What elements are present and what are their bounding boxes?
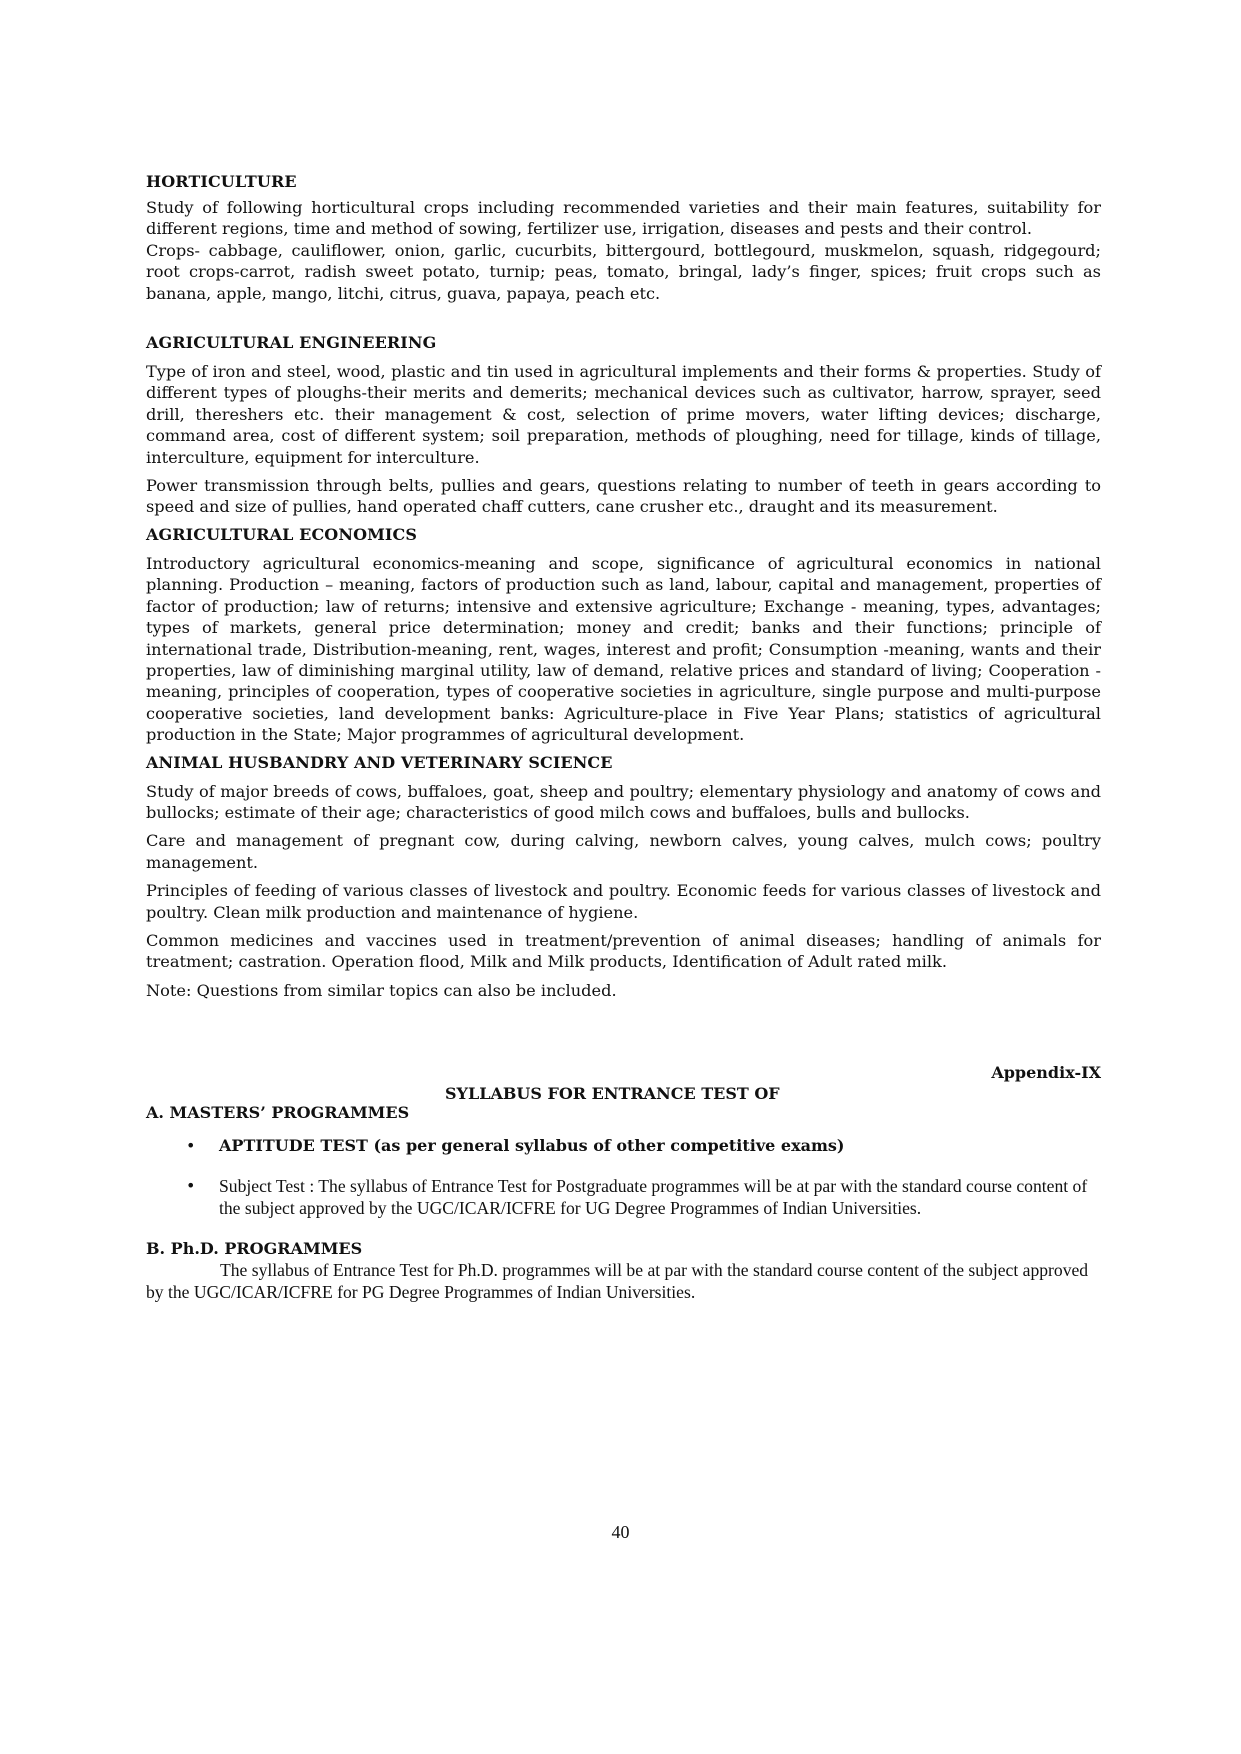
syllabus-title: SYLLABUS FOR ENTRANCE TEST OF <box>445 1084 780 1104</box>
bullet-icon: • <box>186 1136 196 1156</box>
section-heading-agricultural-engineering: AGRICULTURAL ENGINEERING <box>146 333 437 353</box>
list-item <box>146 1136 1101 1156</box>
section-paragraph: Power transmission through belts, pullies and gears, questions relating to number of teeth in gears according to speed and size of pullies, hand operated chaff cutters, cane crusher etc., draught and its measurement. <box>146 476 1101 517</box>
section-heading-animal-husbandry: ANIMAL HUSBANDRY AND VETERINARY SCIENCE <box>146 752 613 772</box>
phd-text: The syllabus of Entrance Test for Ph.D. programmes will be at par with the standard course content of the subject approved by the UGC/ICAR/ICFRE for PG Degree Programmes of Indian Universities. <box>146 1260 1089 1302</box>
appendix-label: Appendix-IX <box>991 1063 1101 1083</box>
section-paragraph: Crops- cabbage, cauliflower, onion, garlic, cucurbits, bittergourd, bottlegourd, muskmelon, squash, ridgegourd; root crops-carrot, radish sweet potato, turnip; peas, tomato, bringal, lady’s finger, spices; fruit crops such as banana, apple, mango, litchi, citrus, guava, papaya, peach etc. <box>146 240 1101 303</box>
section-heading-horticulture: HORTICULTURE <box>146 172 297 191</box>
section-paragraph: Type of iron and steel, wood, plastic and tin used in agricultural implements and their forms & properties. Study of different types of ploughs-their merits and demerits; mechanical devices such as cultivator, harrow, sprayer, seed drill, thereshers etc. their management & cost, selection of prime movers, water lifting devices; discharge, command area, cost of different system; soil preparation, methods of ploughing, need for tillage, kinds of tillage, interculture, equipment for interculture. <box>146 362 1101 467</box>
document-page <box>146 172 1101 1303</box>
list-item <box>146 1176 1101 1219</box>
section-paragraph: Principles of feeding of various classes of livestock and poultry. Economic feeds for various classes of livestock and poultry. Clean milk production and maintenance of hygiene. <box>146 881 1101 922</box>
masters-heading: A. MASTERS’ PROGRAMMES <box>146 1103 410 1123</box>
note-paragraph: Note: Questions from similar topics can also be included. <box>146 980 617 1000</box>
section-paragraph: Study of following horticultural crops including recommended varieties and their main features, suitability for different regions, time and method of sowing, fertilizer use, irrigation, diseases and pests and their control. <box>146 198 1101 239</box>
section-paragraph: Common medicines and vaccines used in treatment/prevention of animal diseases; handling of animals for treatment; castration. Operation flood, Milk and Milk products, Identification of Adult rated milk. <box>146 930 1101 972</box>
section-paragraph: Care and management of pregnant cow, during calving, newborn calves, young calves, mulch cows; poultry management. <box>146 831 1101 872</box>
aptitude-test-text: APTITUDE TEST (as per general syllabus of other competitive exams) <box>219 1136 845 1156</box>
section-paragraph: Study of major breeds of cows, buffaloes, goat, sheep and poultry; elementary physiology and anatomy of cows and bullocks; estimate of their age; characteristics of good milch cows and buffaloes, bulls and bullocks. <box>146 781 1101 822</box>
phd-heading: B. Ph.D. PROGRAMMES <box>146 1239 363 1259</box>
page-number: 40 <box>611 1522 630 1542</box>
subject-test-text: Subject Test : The syllabus of Entrance Test for Postgraduate programmes will be at par with the standard course content of the subject approved by the UGC/ICAR/ICFRE for UG Degree Programmes of Indian Universities. <box>219 1176 1088 1218</box>
bullet-icon: • <box>186 1176 196 1196</box>
masters-bullet-list <box>146 1136 1101 1219</box>
section-paragraph: Introductory agricultural economics-meaning and scope, significance of agricultural economics in national planning. Production – meaning, factors of production such as land, labour, capital and management, properties of factor of production; law of returns; intensive and extensive agriculture; Exchange - meaning, types, advantages; types of markets, general price determination; money and credit; banks and their functions; principle of international trade, Distribution-meaning, rent, wages, interest and profit; Consumption -meaning, wants and their properties, law of diminishing marginal utility, law of demand, relative prices and standard of living; Cooperation - meaning, principles of cooperation, types of cooperative societies in agriculture, single purpose and multi-purpose cooperative societies, land development banks: Agriculture-place in Five Year Plans; statistics of agricultural production in the State; Major programmes of agricultural development. <box>146 553 1101 745</box>
section-heading-agricultural-economics: AGRICULTURAL ECONOMICS <box>146 524 417 544</box>
